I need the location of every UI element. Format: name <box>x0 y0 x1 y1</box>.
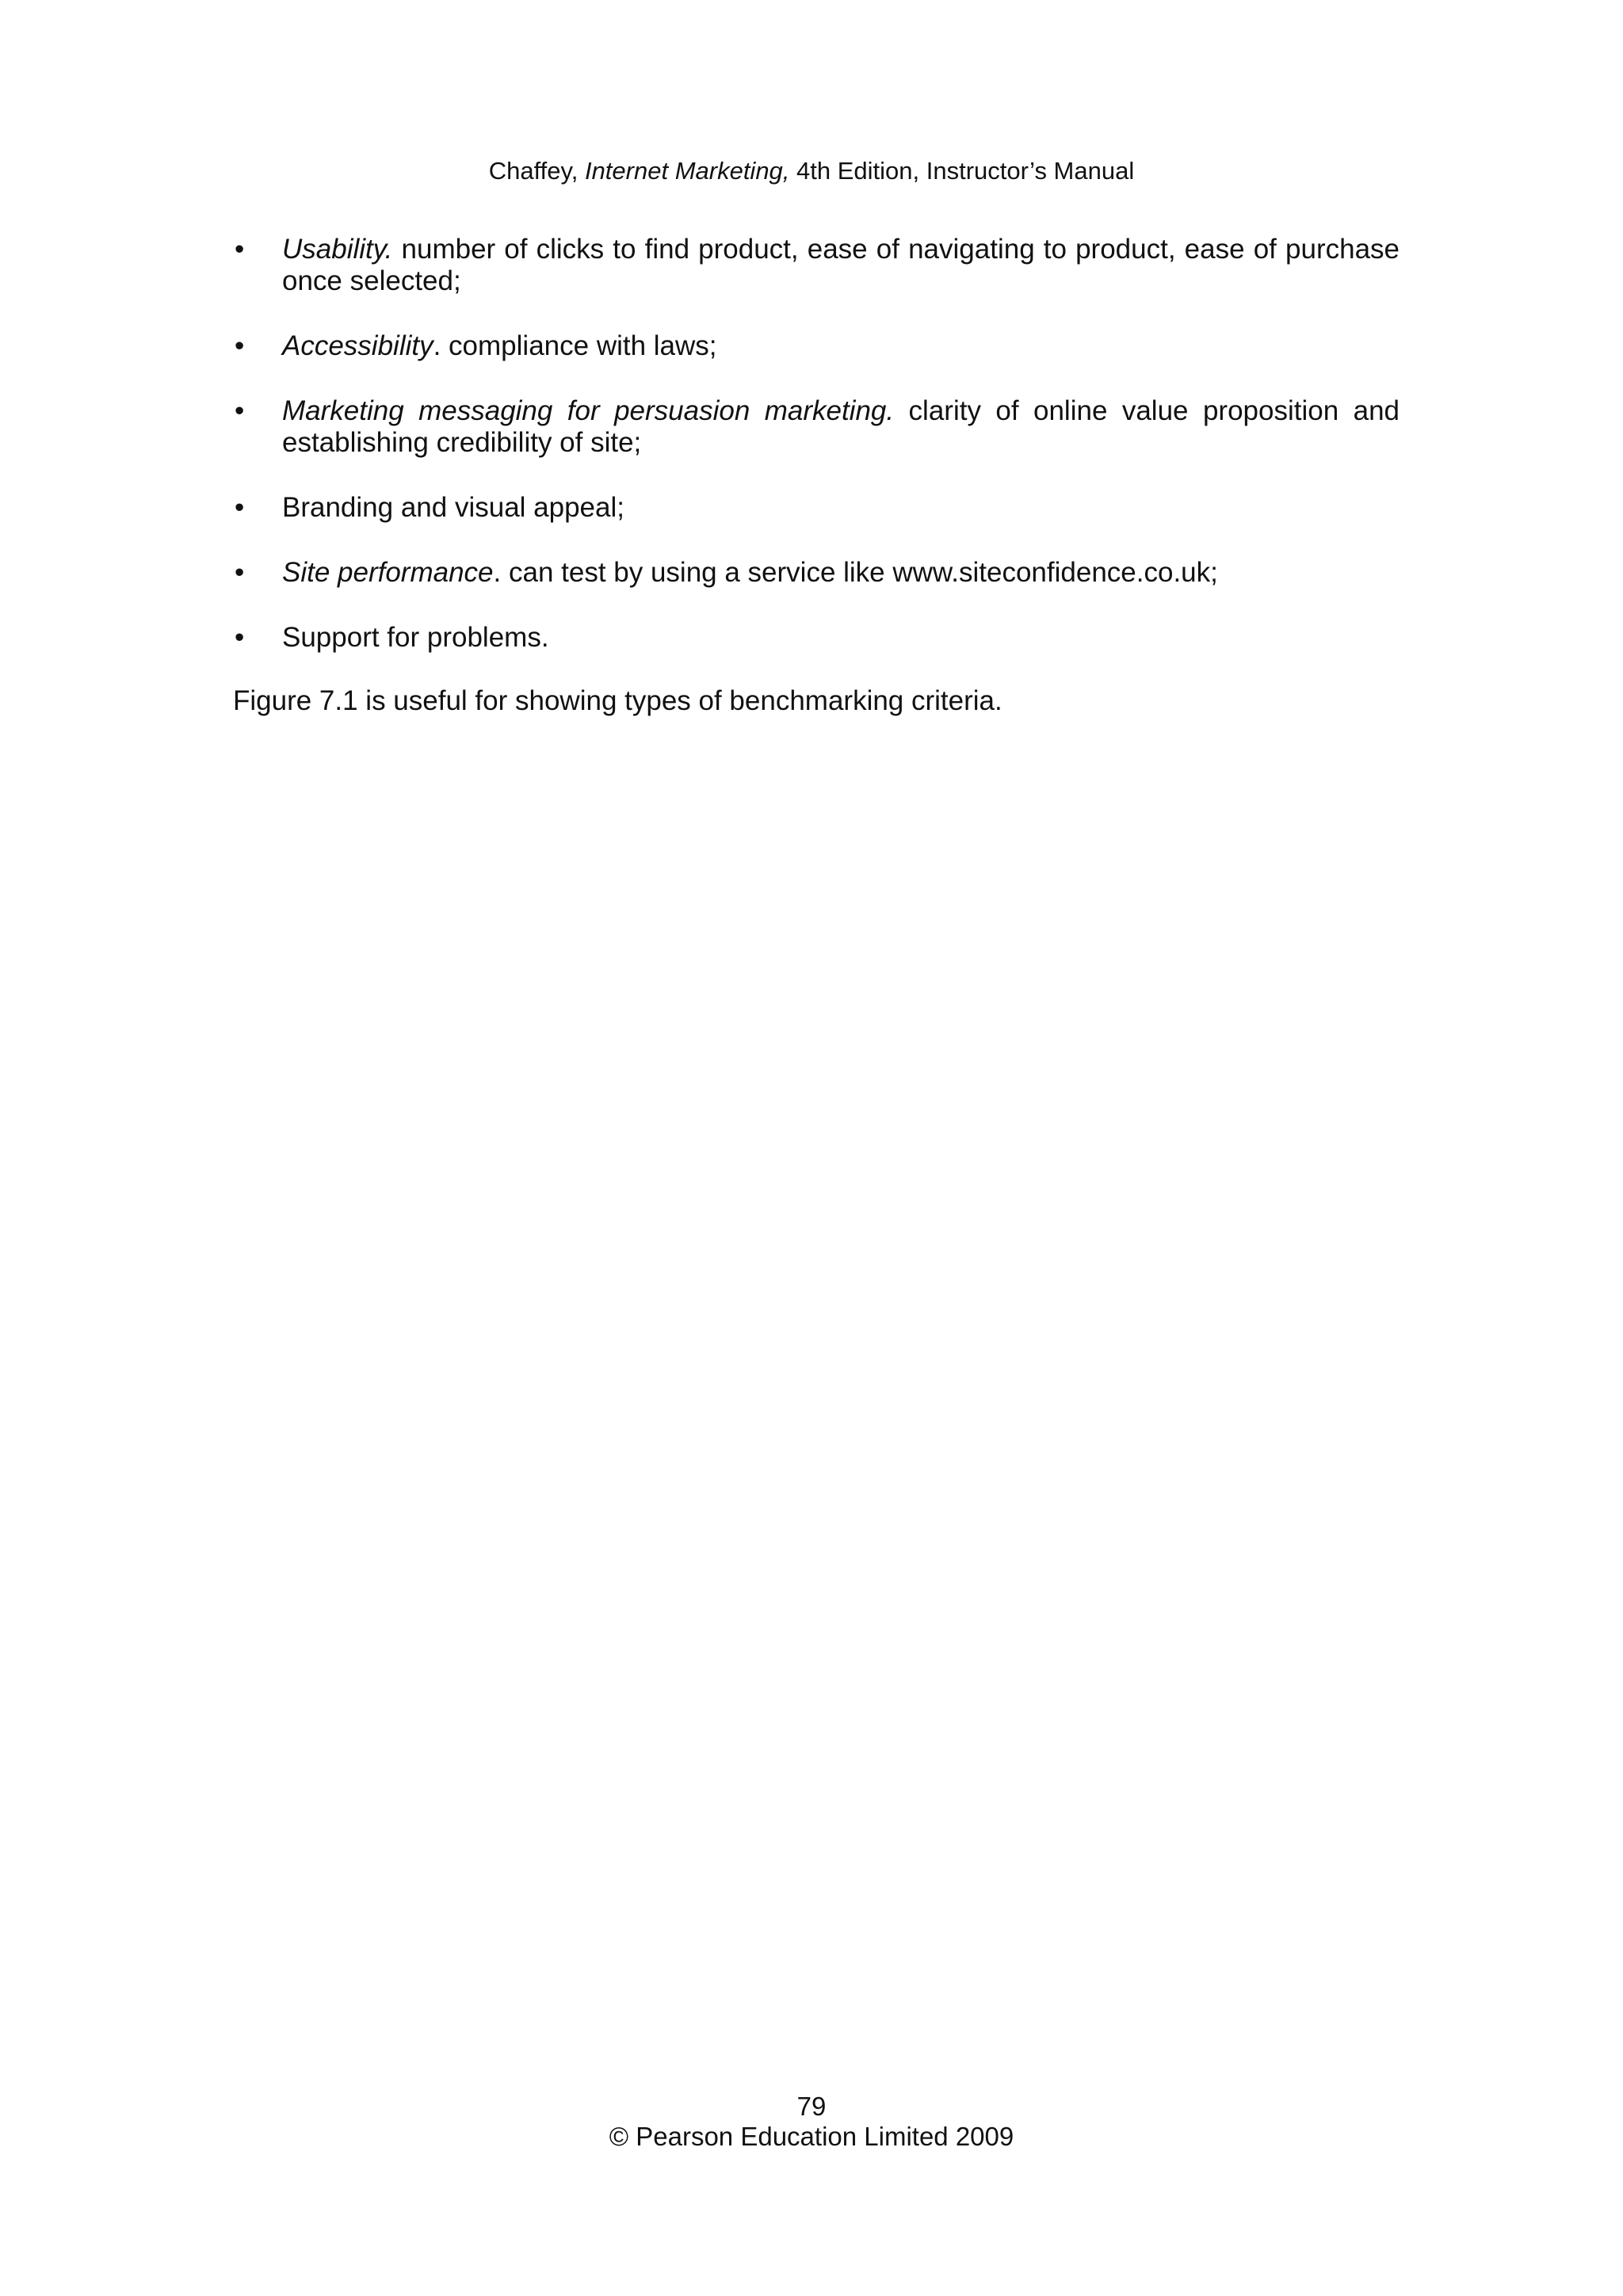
header-edition: 4th Edition, Instructor’s Manual <box>789 157 1135 185</box>
bullet-term: Accessibility <box>282 330 433 361</box>
page-number: 79 <box>796 2092 827 2121</box>
bullet-term: Marketing messaging for persuasion marketing. <box>282 395 895 426</box>
bullet-text: Support for problems. <box>282 622 549 653</box>
bullet-term: Usability. <box>282 234 393 265</box>
bullet-item-support <box>233 622 1400 654</box>
bullet-text: Branding and visual appeal; <box>282 492 624 523</box>
bullet-icon: • <box>235 330 245 361</box>
bullet-icon: • <box>235 395 245 426</box>
bullet-item-usability <box>233 234 1400 297</box>
copyright-notice: © Pearson Education Limited 2009 <box>609 2122 1014 2151</box>
bullet-text: . compliance with laws; <box>433 330 717 361</box>
header-book-title: Internet Marketing, <box>584 157 790 185</box>
bullet-item-marketing-messaging <box>233 395 1400 459</box>
page-footer <box>0 2092 1623 2152</box>
bullet-text: clarity of online value proposition and establishing credibility of site; <box>282 395 1400 458</box>
bullet-icon: • <box>235 622 245 653</box>
bullet-icon: • <box>235 492 245 523</box>
header-author: Chaffey, <box>488 157 585 185</box>
closing-paragraph: Figure 7.1 is useful for showing types of benchmarking criteria. <box>233 685 1002 716</box>
criteria-bullet-list <box>233 234 1400 654</box>
body-content <box>233 234 1400 717</box>
bullet-text: . can test by using a service like www.siteconfidence.co.uk; <box>493 557 1218 588</box>
bullet-text: number of clicks to find product, ease of navigating to product, ease of purchase once selected; <box>282 234 1400 296</box>
bullet-item-accessibility <box>233 330 1400 362</box>
running-header <box>0 157 1623 185</box>
bullet-term: Site performance <box>282 557 494 588</box>
bullet-icon: • <box>235 557 245 588</box>
bullet-icon: • <box>235 234 245 265</box>
bullet-item-branding <box>233 492 1400 524</box>
bullet-item-site-performance <box>233 557 1400 589</box>
